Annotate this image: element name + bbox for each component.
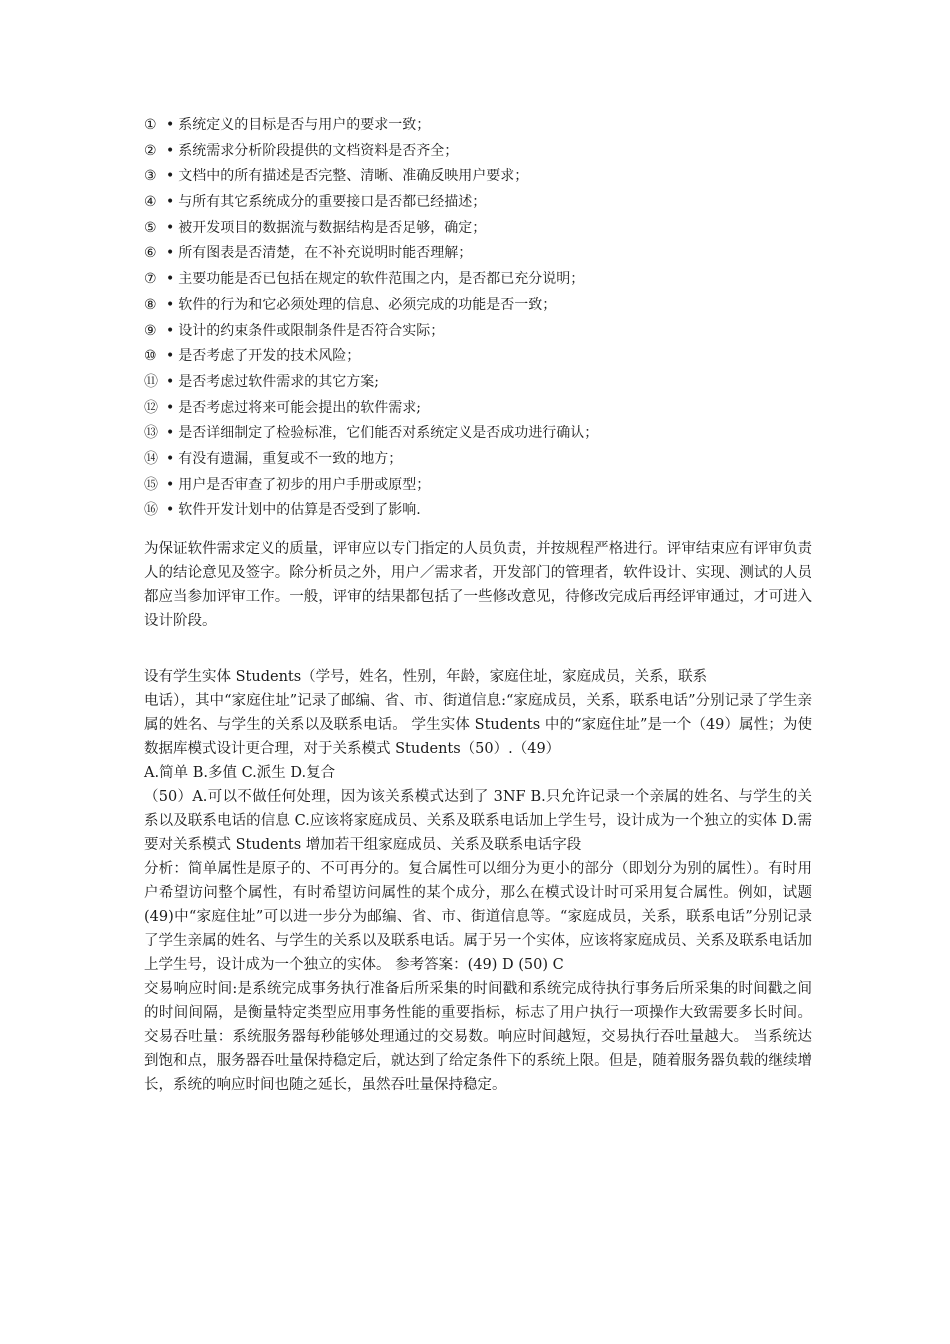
item-text: 是否考虑过将来可能会提出的软件需求; (178, 399, 421, 416)
answer-analysis: 分析：简单属性是原子的、不可再分的。复合属性可以细分为更小的部分（即划分为别的属性）。有时用户希望访问整个属性，有时希望访问属性的某个成分，那么在模式设计时可采用复合属性。例如，试题(49)中“家庭住址”可以进一步分为邮编、省、市、街道信息等。“家庭成员，关系，联系电话”分别记录了学生亲属的姓名、与学生的关系以及联系电话。属于另一个实体，应该将家庭成员、关系及联系电话加上学生号，设计成为一个独立的实体。 参考答案：(49) D (50) C (144, 861, 812, 973)
item-number: ④ (144, 194, 157, 211)
item-text: 是否详细制定了检验标准，它们能否对系统定义是否成功进行确认； (178, 425, 599, 442)
item-text: 有没有遗漏，重复或不一致的地方； (178, 450, 403, 467)
checklist-item (144, 319, 824, 345)
item-text: 软件的行为和它必须处理的信息、必须完成的功能是否一致； (178, 296, 557, 313)
checklist-item (144, 164, 824, 190)
item-number: ⑭ (144, 450, 158, 467)
checklist-item (144, 370, 824, 396)
checklist-item (144, 241, 824, 267)
item-text: 设计的约束条件或限制条件是否符合实际； (178, 322, 445, 339)
exam-question-section (144, 665, 812, 1097)
item-number: ⑯ (144, 502, 158, 519)
checklist-item (144, 216, 824, 242)
checklist-item (144, 267, 824, 293)
question-stem-line2: 电话），其中“家庭住址”记录了邮编、省、市、街道信息:“家庭成员，关系，联系电话”分别记录了学生亲属的姓名、与学生的关系以及联系电话。 学生实体 Students 中的“家庭住址”是一个（49）属性；为使数据库模式设计更合理，对于关系模式 Students（50）.（49） (144, 693, 812, 757)
item-text: 主要功能是否已包括在规定的软件范围之内，是否都已充分说明； (178, 271, 585, 288)
item-number: ⑨ (144, 322, 157, 339)
item-number: ⑪ (144, 373, 158, 390)
item-text: 文档中的所有描述是否完整、清晰、准确反映用户要求； (178, 168, 529, 185)
item-number: ① (144, 117, 157, 133)
checklist-item (144, 293, 824, 319)
checklist-item (144, 447, 824, 473)
checklist-item (144, 473, 824, 499)
checklist-item (144, 344, 824, 370)
checklist-item (144, 190, 824, 216)
question-49-options: A.简单 B.多值 C.派生 D.复合 (144, 765, 336, 781)
bullet-icon: • (166, 271, 175, 288)
question-50-options: （50）A.可以不做任何处理，因为该关系模式达到了 3NF B.只允许记录一个亲属的姓名、与学生的关系以及联系电话的信息 C.应该将家庭成员、关系及联系电话加上学生号，设计成为一个独立的实体 D.需要对关系模式 Students 增加若干组家庭成员、关系及联系电话字段 (144, 789, 812, 853)
checklist-item (144, 396, 824, 422)
bullet-icon: • (166, 322, 175, 339)
item-text: 系统定义的目标是否与用户的要求一致； (178, 117, 431, 133)
item-number: ⑩ (144, 348, 157, 365)
bullet-icon: • (166, 450, 175, 467)
item-text: 用户是否审查了初步的用户手册或原型； (178, 476, 431, 493)
item-number: ⑤ (144, 219, 157, 236)
item-text: 所有图表是否清楚，在不补充说明时能否理解； (178, 245, 473, 262)
bullet-icon: • (166, 296, 175, 313)
bullet-icon: • (166, 117, 175, 133)
bullet-icon: • (166, 219, 175, 236)
item-text: 系统需求分析阶段提供的文档资料是否齐全； (178, 142, 459, 159)
bullet-icon: • (166, 168, 175, 185)
item-number: ⑫ (144, 399, 158, 416)
item-number: ⑥ (144, 245, 157, 262)
review-checklist (144, 113, 824, 524)
checklist-item (144, 421, 824, 447)
item-number: ⑬ (144, 425, 158, 442)
item-number: ⑧ (144, 296, 157, 313)
bullet-icon: • (166, 245, 175, 262)
item-text: 被开发项目的数据流与数据结构是否足够，确定； (178, 219, 487, 236)
bullet-icon: • (166, 476, 175, 493)
item-text: 软件开发计划中的估算是否受到了影响. (178, 502, 421, 519)
item-number: ② (144, 142, 157, 159)
bullet-icon: • (166, 425, 175, 442)
bullet-icon: • (166, 399, 175, 416)
bullet-icon: • (166, 502, 175, 519)
response-time-paragraph: 交易响应时间:是系统完成事务执行准备后所采集的时间戳和系统完成待执行事务后所采集的时间戳之间的时间间隔，是衡量特定类型应用事务性能的重要指标，标志了用户执行一项操作大致需要多长时间。 交易吞吐量：系统服务器每秒能够处理通过的交易数。响应时间越短，交易执行吞吐量越大。 当系统达到饱和点，服务器吞吐量保持稳定后，就达到了给定条件下的系统上限。但是，随着服务器负载的继续增长，系统的响应时间也随之延长，虽然吞吐量保持稳定。 (144, 981, 812, 1093)
bullet-icon: • (166, 348, 175, 365)
checklist-item (144, 113, 824, 139)
bullet-icon: • (166, 373, 175, 390)
bullet-icon: • (166, 194, 175, 211)
question-stem-line1: 设有学生实体 Students（学号，姓名，性别，年龄，家庭住址，家庭成员，关系，联系 (144, 669, 708, 685)
item-text: 是否考虑了开发的技术风险； (178, 348, 361, 365)
item-number: ⑮ (144, 476, 158, 493)
bullet-icon: • (166, 142, 175, 159)
review-quality-paragraph: 为保证软件需求定义的质量，评审应以专门指定的人员负责，并按规程严格进行。评审结束应有评审负责人的结论意见及签字。除分析员之外，用户／需求者，开发部门的管理者，软件设计、实现、测试的人员都应当参加评审工作。一般，评审的结果都包括了一些修改意见，待修改完成后再经评审通过，才可进入设计阶段。 (144, 541, 812, 629)
item-number: ③ (144, 168, 157, 185)
item-number: ⑦ (144, 271, 157, 288)
item-text: 与所有其它系统成分的重要接口是否都已经描述； (178, 194, 487, 211)
item-text: 是否考虑过软件需求的其它方案; (178, 373, 379, 390)
checklist-item (144, 498, 824, 524)
checklist-item (144, 139, 824, 165)
